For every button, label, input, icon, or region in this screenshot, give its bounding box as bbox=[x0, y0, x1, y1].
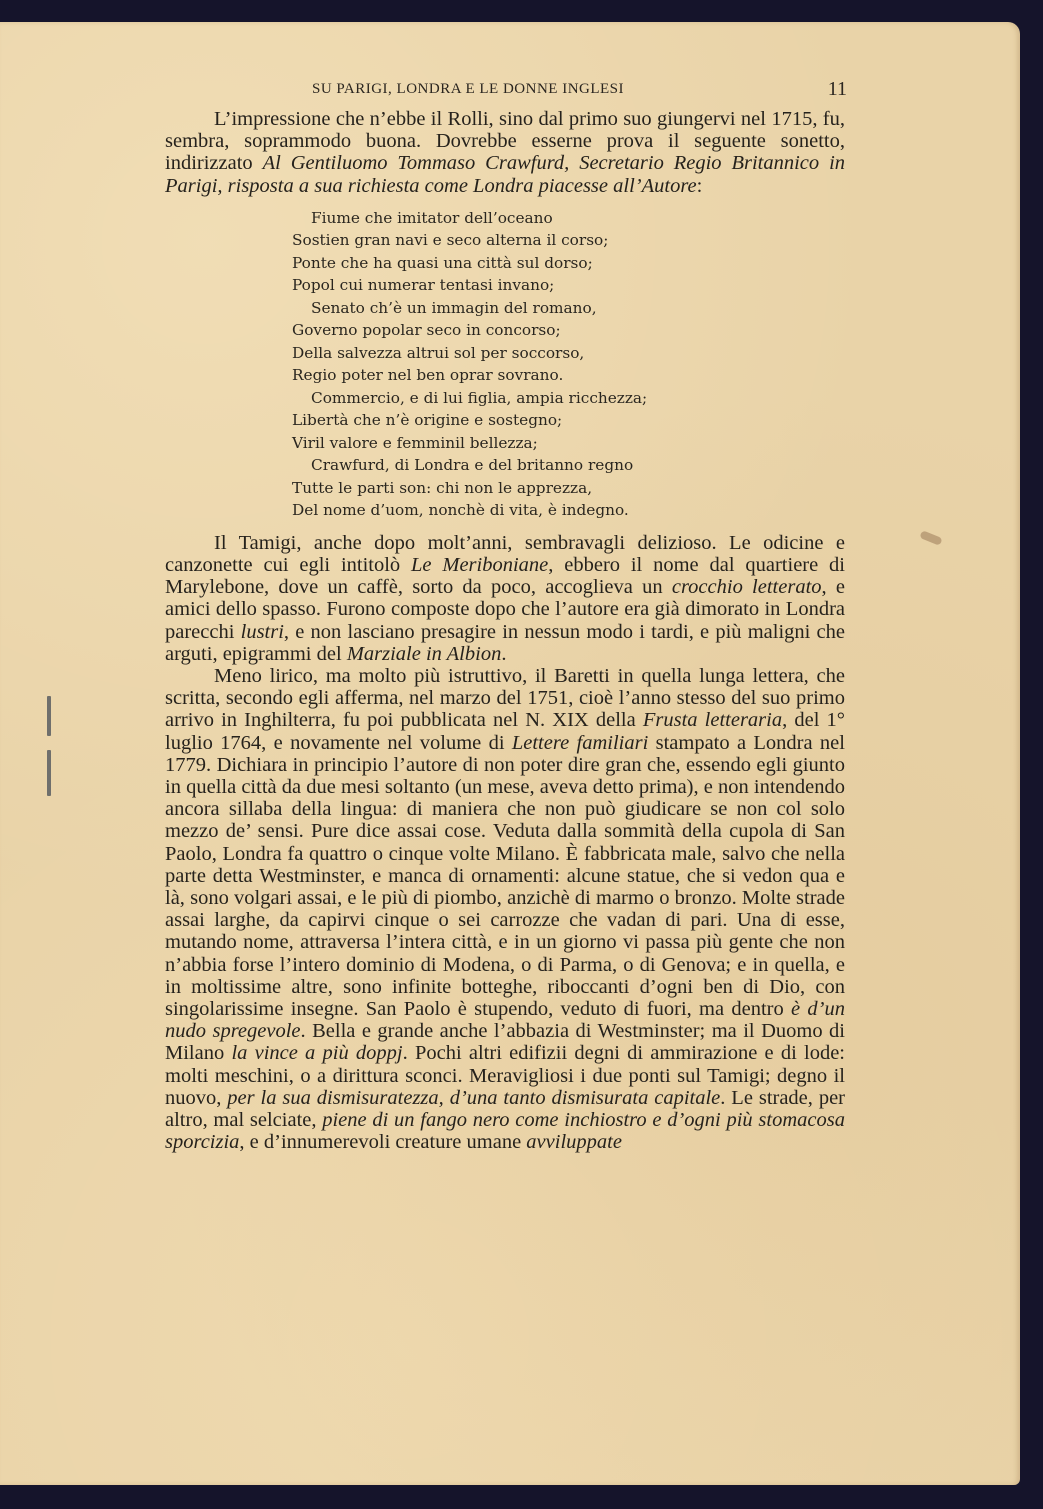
text-run: . Le strade, per altro, mal selciate, bbox=[165, 1086, 845, 1132]
sonnet-line: Crawfurd, di Londra e del britanno regno bbox=[311, 456, 634, 475]
sonnet-line: Regio poter nel ben oprar sovrano. bbox=[292, 366, 564, 385]
text-run: , e amici dello spasso. Furono composte dopo che l’autore era già dimorato in Londra parecchi bbox=[165, 576, 845, 643]
sonnet bbox=[292, 207, 845, 522]
italic-title: Al Gentiluomo Tommaso Crawfurd, Secretario Regio Britannico in Parigi, risposta a sua richiesta come Londra piacesse all’Autore bbox=[165, 152, 846, 197]
paper-blemish bbox=[919, 530, 942, 546]
text-run: Meno lirico, ma molto più istruttivo, il Baretti in quella lunga lettera, che scritta, secondo egli afferma, nel marzo del 1751, cioè l’anno stesso del suo primo arrivo in Inghilterra, fu poi pubblicata nel N. XIX della bbox=[165, 665, 845, 732]
italic-phrase: Frusta letteraria bbox=[642, 709, 783, 732]
text-run: : bbox=[696, 174, 703, 197]
text-run: , ebbero il nome dal quartiere di Marylebone, dove un caffè, sorto da poco, accoglieva un bbox=[165, 554, 846, 599]
paragraph-tamigi bbox=[165, 532, 845, 665]
page-number: 11 bbox=[827, 78, 847, 100]
sonnet-line: Del nome d’uom, nonchè di vita, è indegno. bbox=[292, 501, 629, 520]
text-run: , del 1° luglio 1764, e novamente nel volume di bbox=[165, 709, 845, 754]
sonnet-line: Fiume che imitator dell’oceano bbox=[311, 208, 553, 227]
text-run: stampato a Londra nel 1779. Dichiara in principio l’autore di non poter dire gran che, essendo egli giunto in quella città da due mesi soltanto (un mese, aveva detto prima), e non intendendo ancora sillaba della lingua: di maniera che non può giudicare se non col solo mezzo de’ sensi. Pure dice assai cose. Veduta dalla sommità della cupola di San Paolo, Londra fa quattro o cinque volte Milano. È fabbricata male, salvo che nella parte detta Westminster, e manca di ornamenti: alcune statue, che si vedon qua e là, sono volgari assai, e le più di piombo, anzichè di marmo o bronzo. Molte strade assai larghe, da capirvi cinque o sei carrozze che vadan di pari. Una di esse, mutando nome, attraversa l’intera città, e in un giorno vi passa più gente che non n’abbia forse l’intero dominio di Modena, o di Parma, o di Genova; e in quella, e in moltissime altre, sono infinite botteghe, riboccanti d’ogni ben di Dio, con singolarissime insegne. San Paolo è stupendo, veduto di fuori, ma dentro bbox=[165, 731, 845, 1021]
sonnet-line: Ponte che ha quasi una città sul dorso; bbox=[292, 253, 593, 272]
staple bbox=[47, 750, 51, 796]
paragraph-baretti bbox=[165, 665, 845, 1153]
text-run: Il Tamigi, anche dopo molt’anni, sembravagli delizioso. Le odicine e canzonette cui egli intitolò bbox=[165, 531, 845, 577]
staple bbox=[47, 696, 51, 736]
text-run: . bbox=[501, 642, 507, 665]
text-run: , e d’innumerevoli creature umane bbox=[239, 1131, 527, 1154]
paragraph-intro bbox=[165, 108, 845, 197]
italic-phrase: Le Meriboniane bbox=[411, 554, 549, 577]
italic-phrase: Marziale in Albion bbox=[346, 642, 502, 665]
sonnet-line: Commercio, e di lui figlia, ampia ricchezza; bbox=[311, 388, 648, 407]
text-run: . Pochi altri edifizii degni di ammirazione e di lode: molti meschini, o a dirittura sconci. Meravigliosi i due ponti sul Tamigi; degno il nuovo, bbox=[165, 1042, 845, 1109]
sonnet-line: Senato ch’è un immagin del romano, bbox=[311, 298, 597, 317]
italic-phrase: lustri bbox=[240, 620, 284, 643]
italic-phrase: la vince a più doppj bbox=[231, 1042, 403, 1065]
body-text bbox=[165, 108, 845, 1154]
italic-phrase: avviluppate bbox=[526, 1131, 622, 1154]
sonnet-line: Popol cui numerar tentasi invano; bbox=[292, 276, 555, 295]
sonnet-line: Della salvezza altrui sol per soccorso, bbox=[292, 343, 585, 362]
italic-phrase: Lettere familiari bbox=[511, 731, 649, 754]
sonnet-line: Libertà che n’è origine e sostegno; bbox=[292, 411, 563, 430]
sonnet-line: Tutte le parti son: chi non le apprezza, bbox=[292, 478, 593, 497]
text-run: L’impressione che n’ebbe il Rolli, sino dal primo suo giungervi nel 1715, fu, sembra, soprammodo buona. Dovrebbe esserne prova il seguente sonetto, indirizzato bbox=[165, 108, 845, 175]
sonnet-line: Sostien gran navi e seco alterna il corso; bbox=[292, 231, 609, 250]
running-title: SU PARIGI, LONDRA E LE DONNE INGLESI bbox=[312, 81, 625, 97]
text-run: . Bella e grande anche l’abbazia di Westminster; ma il Duomo di Milano bbox=[165, 1020, 845, 1065]
text-run: , e non lasciano presagire in nessun modo i tardi, e più maligni che arguti, epigrammi del bbox=[165, 620, 846, 665]
italic-phrase: è d’un nudo spregevole bbox=[165, 998, 845, 1043]
italic-phrase: per la sua dismisuratezza, d’una tanto dismisurata capitale bbox=[227, 1086, 721, 1109]
italic-phrase: crocchio letterato bbox=[671, 576, 822, 599]
sonnet-line: Governo popolar seco in concorso; bbox=[292, 321, 561, 340]
italic-phrase: piene di un fango nero come inchiostro e d’ogni più stomacosa sporcizia bbox=[165, 1109, 845, 1154]
sonnet-line: Viril valore e femminil bellezza; bbox=[292, 433, 538, 452]
